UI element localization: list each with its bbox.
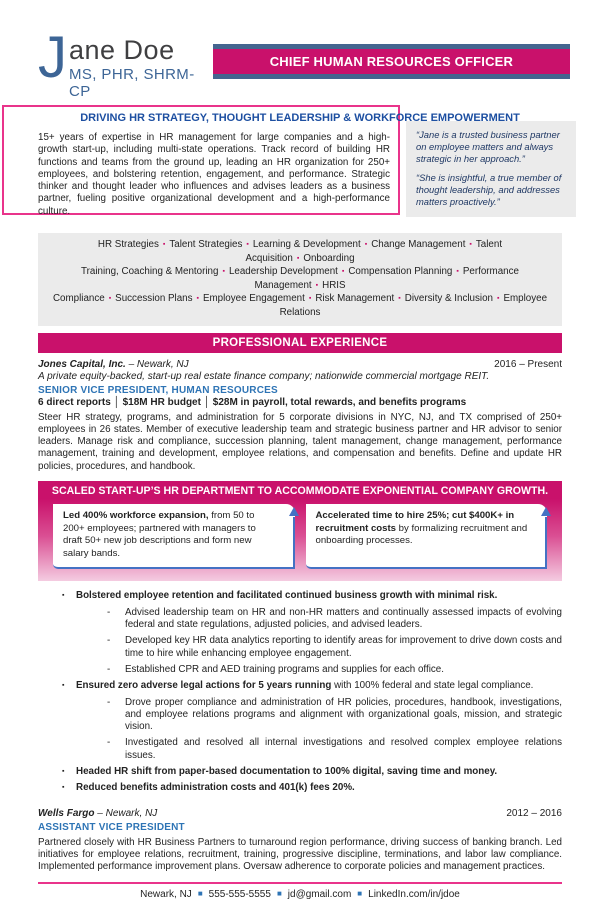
- skill-separator-icon: ▪: [398, 295, 401, 303]
- name-initial: J: [38, 25, 67, 90]
- company-name: Wells Fargo: [38, 807, 95, 819]
- footer: [38, 882, 562, 900]
- skill-item: Compensation Planning: [348, 266, 453, 278]
- employment-dates: 2012 – 2016: [506, 807, 562, 819]
- job-entry-wells-fargo: [38, 808, 562, 874]
- dash-icon: -: [107, 737, 111, 749]
- bullet-square-icon: ▪: [62, 767, 65, 775]
- company-name: Jones Capital, Inc.: [38, 358, 126, 370]
- contact-item: LinkedIn.com/in/jdoe: [368, 889, 460, 900]
- achievement-text: Ensured zero adverse legal actions for 5 years running with 100% federal and state legal compliance.: [76, 680, 534, 692]
- skill-separator-icon: ▪: [246, 241, 249, 248]
- achievement-sub-text: Developed key HR data analytics reporting to identify areas for improvement to drive down costs and time to hire while enhancing employee engagement.: [125, 635, 562, 659]
- achievement-lead: Reduced benefits administration costs and 401(k) fees 20%.: [76, 782, 355, 794]
- up-arrow-icon: [541, 507, 551, 516]
- skill-separator-icon: ▪: [456, 268, 459, 276]
- contact-item: 555-555-5555: [208, 889, 271, 900]
- callout-lead: Accelerated time to hire 25%; cut $400K+ in recruitment costs: [315, 510, 515, 534]
- skill-item: Onboarding: [303, 252, 355, 264]
- achievement-sub-text: Investigated and resolved all internal investigations and resolved complex employee relations issues.: [125, 737, 562, 761]
- achievement-text: [76, 766, 562, 778]
- skill-item: HRIS: [322, 279, 346, 291]
- achievement-sub-bullet: [38, 737, 562, 762]
- skill-item: Diversity & Inclusion: [404, 293, 493, 305]
- square-separator-icon: ■: [276, 889, 282, 899]
- role-title: ASSISTANT VICE PRESIDENT: [38, 821, 185, 833]
- achievement-sub-bullet: [38, 635, 562, 660]
- skill-item: Succession Plans: [115, 293, 193, 305]
- role-scope: 6 direct reports │ $18M HR budget │ $28M in payroll, total rewards, and benefits programs: [38, 396, 467, 408]
- contact-bar: [38, 884, 562, 900]
- skill-item: Risk Management: [315, 293, 395, 305]
- bullet-square-icon: ▪: [62, 682, 65, 690]
- skill-item: Leadership Development: [228, 266, 338, 278]
- achievement-sub-text: Drove proper compliance and administration of HR policies, procedures, handbook, investigations, and employee relations programs and alignment with organizational goals, mission, and strategic vision.: [125, 696, 562, 733]
- testimonial-box: [406, 121, 576, 217]
- employment-dates: 2016 – Present: [494, 358, 562, 370]
- achievement-lead: Ensured zero adverse legal actions for 5 years running: [76, 680, 332, 692]
- achievement-bullet: [38, 590, 562, 602]
- skills-row: [52, 238, 548, 265]
- job-title-banner: CHIEF HUMAN RESOURCES OFFICER: [213, 44, 570, 79]
- skill-separator-icon: ▪: [341, 268, 345, 276]
- achievement-callout: Accelerated time to hire 25%; cut $400K+ in recruitment costs by formalizing recruitment and onboarding processes.: [306, 504, 548, 569]
- job-header-row: [38, 359, 562, 370]
- skill-item: Training, Coaching & Mentoring: [81, 266, 219, 278]
- role-summary: Steer HR strategy, programs, and administration for 5 corporate divisions in NYC, NJ, and TX comprised of 250+ employees in 26 states. Member of executive leadership team and strategic business partner and HR advisor to senior leaders. Manage risk and compliance, succession planning, talent management, change management, performance management, training and development, employee relations, and compensation and benefits. Define and update HR policies, procedures, and handbook.: [38, 411, 562, 472]
- achievement-sub-bullet: [38, 697, 562, 734]
- header: [38, 25, 570, 100]
- candidate-name: ane Doe: [69, 35, 175, 65]
- achievement-bullet: [38, 766, 562, 778]
- contact-item: Newark, NJ: [140, 889, 192, 900]
- role-title: SENIOR VICE PRESIDENT, HUMAN RESOURCES: [38, 384, 278, 396]
- job-header-row: [38, 808, 562, 819]
- callout-right-border: [545, 517, 547, 569]
- highlight-banner: SCALED START-UP’S HR DEPARTMENT TO ACCOMMODATE EXPONENTIAL COMPANY GROWTH.: [51, 485, 549, 498]
- skill-item: Change Management: [371, 239, 466, 250]
- skill-item: HR Strategies: [97, 239, 159, 250]
- bullet-square-icon: ▪: [62, 592, 65, 600]
- skills-row: [52, 292, 548, 319]
- callout-row: [38, 504, 562, 569]
- job-entry-jones-capital: [38, 359, 562, 473]
- company-description: A private equity-backed, start-up real estate finance company; nationwide commercial mortgage REIT.: [38, 370, 490, 382]
- profile-section: [0, 105, 600, 227]
- achievement-sub-text: Established CPR and AED training programs and supplies for each office.: [125, 663, 444, 675]
- up-arrow-icon: [289, 507, 299, 516]
- dash-icon: -: [107, 696, 111, 708]
- skill-item: Talent Acquisition: [245, 239, 503, 264]
- skill-separator-icon: ▪: [162, 241, 166, 248]
- company-location: – Newark, NJ: [125, 358, 189, 370]
- skills-row: [52, 265, 548, 292]
- dash-icon: -: [107, 635, 111, 647]
- skill-item: Compliance: [52, 293, 105, 305]
- branding-headline: DRIVING HR STRATEGY, THOUGHT LEADERSHIP & WORKFORCE EMPOWERMENT: [80, 112, 520, 124]
- bullet-square-icon: ▪: [62, 784, 65, 792]
- skill-item: Employee Engagement: [202, 293, 305, 305]
- contact-item: jd@gmail.com: [287, 889, 352, 900]
- skill-separator-icon: ▪: [308, 295, 312, 303]
- skill-separator-icon: ▪: [108, 295, 112, 303]
- name-column: [69, 34, 213, 100]
- dash-icon: -: [107, 606, 111, 618]
- skill-separator-icon: ▪: [469, 241, 472, 248]
- achievement-callout: Led 400% workforce expansion, from 50 to 200+ employees; partnered with managers to draft 50+ new job descriptions and form new salary bands.: [53, 504, 295, 569]
- achievement-bullet: [38, 680, 562, 692]
- achievement-sub-bullet: [38, 607, 562, 632]
- resume-page: [0, 25, 600, 900]
- skill-separator-icon: ▪: [364, 241, 368, 248]
- skill-item: Employee Relations: [279, 293, 548, 318]
- achievement-text: [76, 782, 562, 794]
- achievement-bullet: [38, 782, 562, 794]
- testimonial-quote-1: “Jane is a trusted business partner on employee matters and always strategic in her approach.”: [416, 129, 560, 164]
- square-separator-icon: ■: [197, 889, 203, 899]
- company-location: – Newark, NJ: [94, 807, 158, 819]
- skill-item: Performance Management: [254, 266, 519, 291]
- dash-icon: -: [107, 663, 111, 675]
- achievement-sub-bullet: [38, 664, 562, 676]
- company-line: [38, 359, 189, 370]
- square-separator-icon: ■: [357, 889, 363, 899]
- company-line: [38, 808, 157, 819]
- achievement-lead: Headed HR shift from paper-based documentation to 100% digital, saving time and money.: [76, 765, 498, 777]
- achievement-sub-text: Advised leadership team on HR and non-HR matters and continually assessed impacts of evolving federal and state regulations, adjusted policies, and advised leaders.: [125, 606, 562, 631]
- callout-lead: Led 400% workforce expansion,: [63, 510, 209, 522]
- skill-separator-icon: ▪: [496, 295, 500, 303]
- highlight-section: [38, 481, 562, 581]
- callout-right-border: [293, 517, 295, 569]
- section-header-professional-experience: PROFESSIONAL EXPERIENCE: [38, 333, 562, 353]
- credentials: MS, PHR, SHRM-CP: [69, 66, 195, 100]
- role-summary: Partnered closely with HR Business Partners to turnaround region performance, driving success of banking branch. Led initiatives for employee relations, recruitment, training, progressive discipline, terminations, and labor law compliance. Implemented performance improvement plans. Oversaw adherence to corporate policies and management practices.: [38, 836, 562, 873]
- skill-item: Learning & Development: [252, 239, 361, 250]
- skill-separator-icon: ▪: [315, 281, 319, 289]
- skill-separator-icon: ▪: [196, 295, 199, 303]
- skills-box: [38, 233, 562, 326]
- achievement-lead: Bolstered employee retention and facilitated continued business growth with minimal risk.: [76, 590, 498, 602]
- achievement-text: [76, 590, 562, 602]
- summary-paragraph: 15+ years of expertise in HR management for large companies and a high-growth start-up, including multi-state operations. Track record of building HR functions and teams from the ground up, leading an HR organization for 250+ employees, and bolstering retention, engagement, and performance. Strategic thinker and thought leader who influences and advises leaders as a business partner, fueling positive organizational development and a high-performance culture.: [38, 132, 390, 217]
- testimonial-quote-2: “She is insightful, a true member of thought leadership, and addresses matters proactively.”: [416, 172, 562, 207]
- skill-item: Talent Strategies: [169, 239, 243, 250]
- skill-separator-icon: ▪: [222, 268, 225, 276]
- skill-separator-icon: ▪: [296, 254, 300, 262]
- achievements-list: [38, 590, 562, 794]
- name-block: [38, 25, 213, 100]
